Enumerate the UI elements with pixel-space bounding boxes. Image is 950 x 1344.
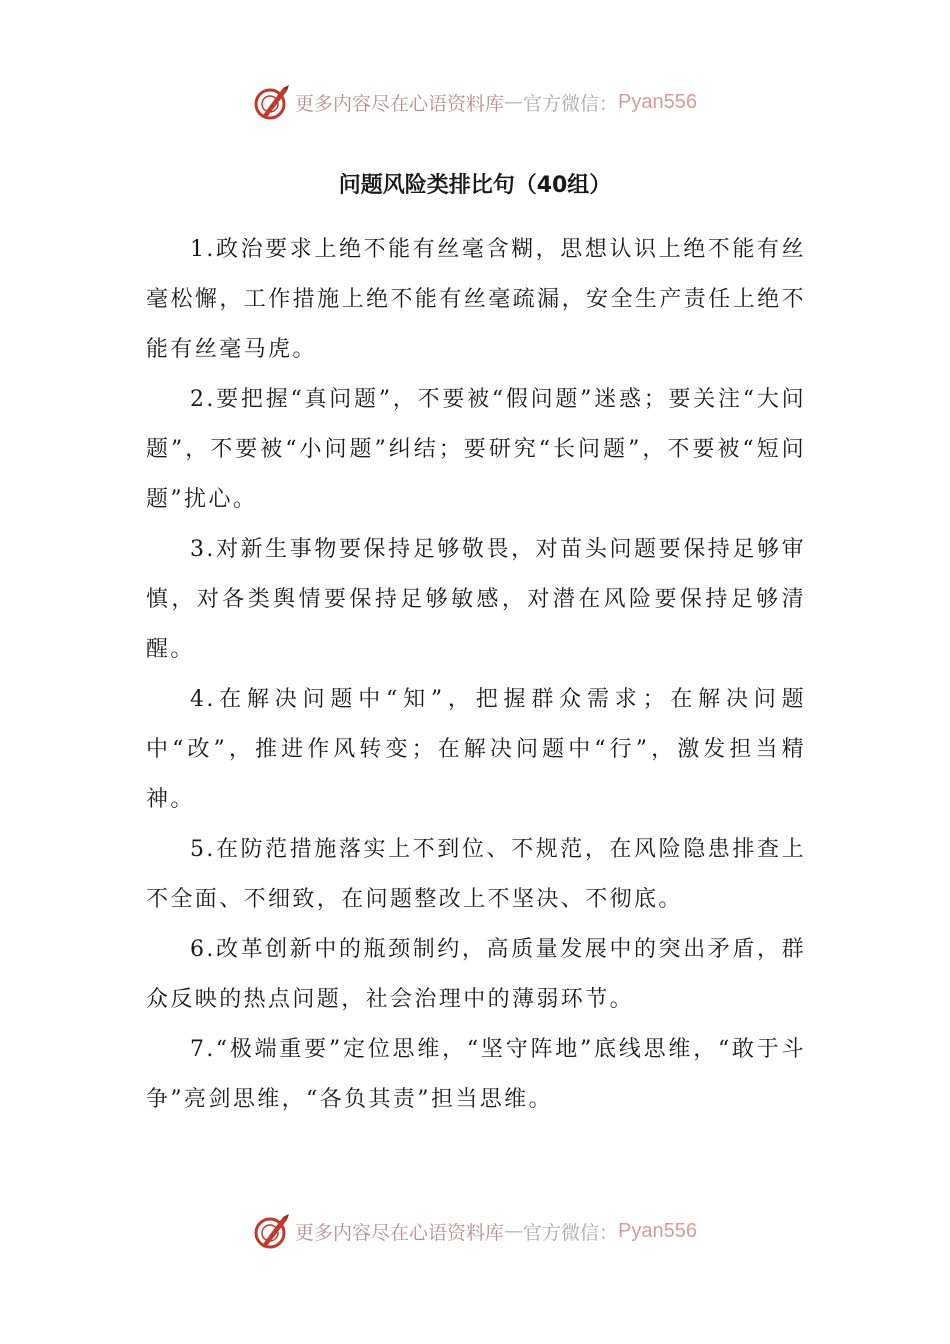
banner-main-text: 更多内容尽在心语资料库: [295, 1221, 505, 1244]
paragraph-1: 1.政治要求上绝不能有丝毫含糊，思想认识上绝不能有丝毫松懈，工作措施上绝不能有丝毫疏漏，安全生产责任上绝不能有丝毫马虎。: [146, 237, 806, 362]
banner-wechat-id: Pyan556: [618, 90, 697, 113]
banner-wechat-id: Pyan556: [618, 1219, 697, 1242]
banner-sub-text: 官方微信：: [523, 1221, 619, 1244]
paragraph-6: 6.改革创新中的瓶颈制约，高质量发展中的突出矛盾，群众反映的热点问题，社会治理中的薄弱环节。: [146, 937, 806, 1012]
banner-separator: —: [504, 91, 524, 113]
document-body: [146, 225, 806, 1125]
header-watermark-banner: [0, 80, 950, 124]
paragraph-4: 4.在解决问题中“知”，把握群众需求；在解决问题中“改”，推进作风转变；在解决问题中“行”，激发担当精神。: [146, 687, 806, 812]
banner-main-text: 更多内容尽在心语资料库: [295, 92, 505, 115]
pen-logo-icon: [253, 82, 293, 122]
paragraph-5: 5.在防范措施落实上不到位、不规范，在风险隐患排查上不全面、不细致，在问题整改上不坚决、不彻底。: [146, 837, 806, 912]
document-title: 问题风险类排比句（40组）: [338, 173, 612, 198]
pen-logo-icon: [253, 1211, 293, 1251]
paragraph-3: 3.对新生事物要保持足够敬畏，对苗头问题要保持足够审慎，对各类舆情要保持足够敏感，对潜在风险要保持足够清醒。: [146, 537, 806, 662]
paragraph-2: 2.要把握“真问题”，不要被“假问题”迷惑；要关注“大问题”，不要被“小问题”纠结；要研究“长问题”，不要被“短问题”扰心。: [146, 387, 806, 512]
banner-separator: —: [504, 1220, 524, 1242]
footer-watermark-banner: [0, 1209, 950, 1253]
banner-sub-text: 官方微信：: [523, 92, 619, 115]
paragraph-7: 7.“极端重要”定位思维，“坚守阵地”底线思维，“敢于斗争”亮剑思维，“各负其责”担当思维。: [146, 1037, 806, 1112]
